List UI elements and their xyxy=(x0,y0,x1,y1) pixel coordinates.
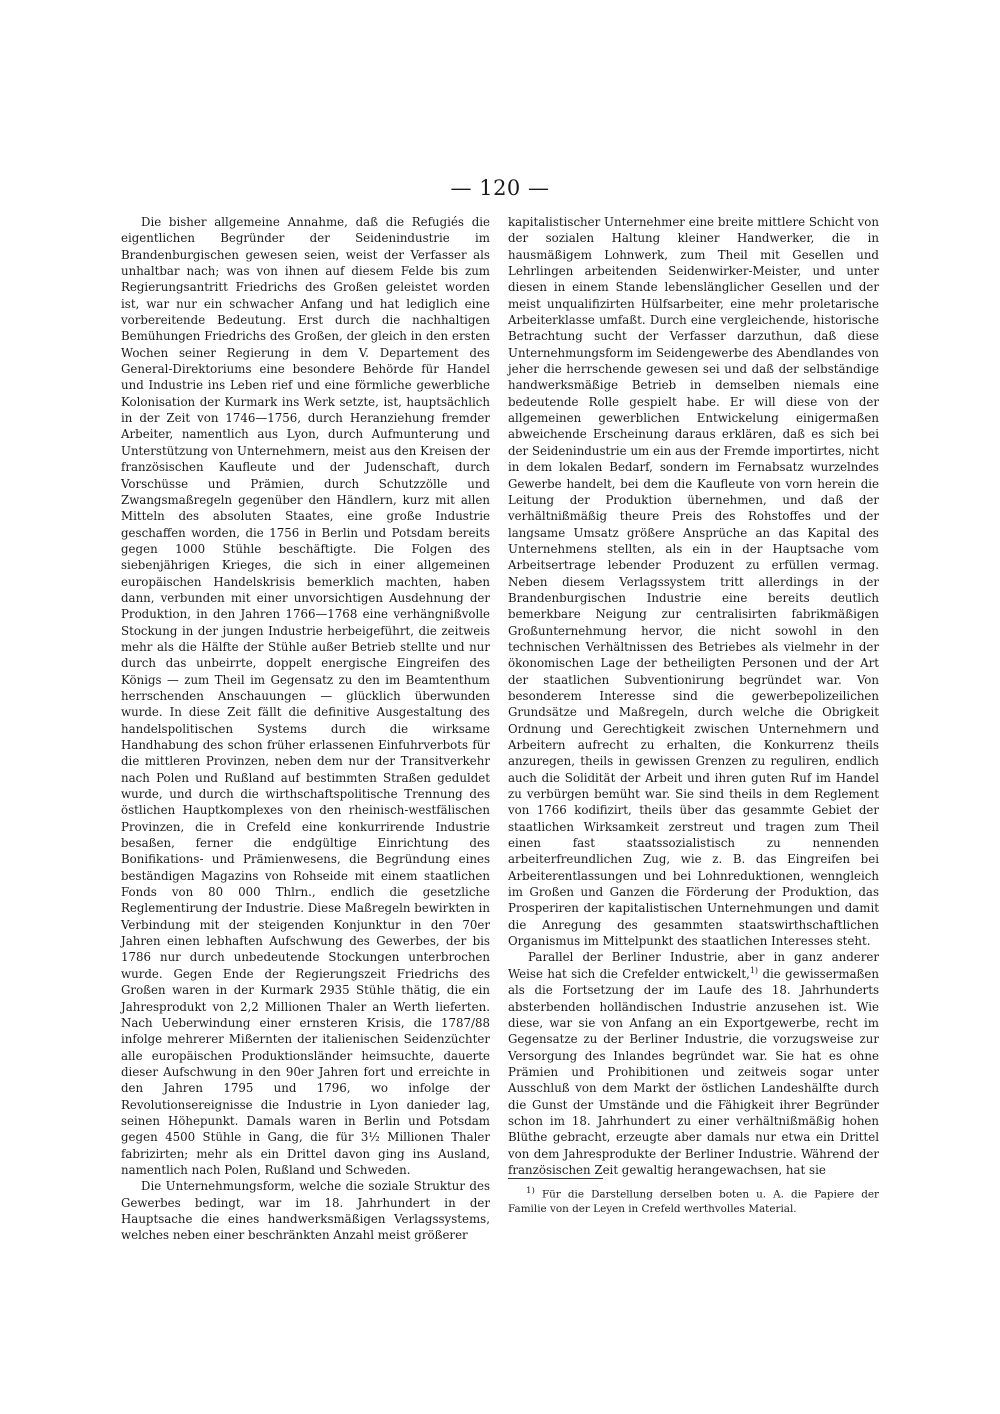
footnote-reference: 1) xyxy=(749,965,759,975)
paragraph-continuation: kapitalistischer Unternehmer eine breite mittlere Schicht von der sozialen Haltung kleiner Handwerker, die in hausmäßigem Lohnwerk, zum Theil mit Gesellen und Lehrlingen arbeitenden Seidenwirker-Meister, und unter diesen in einem Stande lebenslänglicher Gesellen und der meist unqualifizirten Hülfsarbeiter, eine mehr proletarische Arbeiterklasse umfaßt. Durch eine vergleichende, historische Betrachtung sucht der Verfasser darzuthun, daß diese Unternehmungsform im Seidengewerbe des Abendlandes von jeher die herrschende gewesen sei und daß der selbständige handwerksmäßige Betrieb in demselben niemals eine bedeutende Rolle gespielt habe. Er will diese von der allgemeinen gewerblichen Entwickelung einigermaßen abweichende Erscheinung daraus erklären, daß es sich bei der Seidenindustrie um ein aus der Fremde importirtes, nicht in dem lokalen Bedarf, sondern im Fernabsatz wurzelndes Gewerbe handelt, bei dem die Kaufleute von vorn herein die Leitung der Produktion übernehmen, und daß der verhältnißmäßig theure Preis des Rohstoffes und der langsame Umsatz größere Ansprüche an das Kapital des Unternehmens stellten, als ein in der Hauptsache vom Arbeitsertrage lebender Produzent zu erfüllen vermag. Neben diesem Verlagssystem tritt allerdings in der Brandenburgischen Industrie eine bereits deutlich bemerkbare Neigung zur centralisirten fabrikmäßigen Großunternehmung hervor, die nicht sowohl in den technischen Verhältnissen des Betriebes als vielmehr in der ökonomischen Lage der betheiligten Personen und der Art der staatlichen Subventionirung begründet war. Von besonderem Interesse sind die gewerbepolizeilichen Grundsätze und Maßregeln, durch welche die Obrigkeit Ordnung und Gerechtigkeit zwischen Unternehmern und Arbeitern aufrecht zu erhalten, die Konkurrenz theils anzuregen, theils in gewissen Grenzen zu reguliren, endlich auch die Solidität der Arbeit und ihren guten Ruf im Handel zu verbürgen bemüht war. Sie sind theils in dem Reglement von 1766 kodifizirt, theils über das gesammte Gebiet der staatlichen Wirksamkeit zerstreut und tragen zum Theil einen fast staatssozialistisch zu nennenden arbeiterfreundlichen Zug, wie z. B. das Eingreifen bei Arbeiterentlassungen und bei Lohnreduktionen, wenngleich im Großen und Ganzen die Förderung der Produktion, das Prosperiren der kapitalistischen Unternehmungen und damit die Anregung des gesammten staatswirthschaftlichen Organismus im Mittelpunkt des staatlichen Interesses steht. xyxy=(508,215,879,949)
left-column xyxy=(121,214,490,1244)
footnote-divider xyxy=(508,1178,603,1179)
paragraph-text: die gewissermaßen als die Fortsetzung der im Laufe des 18. Jahrhunderts absterbenden holländischen Industrie anzusehen ist. Wie diese, war sie von Anfang an ein Exportgewerbe, recht im Gegensatze zu der Berliner Industrie, die vorzugsweise zur Versorgung des Inlandes begründet war. Sie hat es ohne Prämien und Prohibitionen und zeitweis sogar unter Ausschluß von dem Markt der östlichen Landeshälfte durch die Gunst der Umstände und die Fähigkeit ihrer Begründer schon im 18. Jahrhundert zu einer verhältnißmäßig hohen Blüthe gebracht, erzeugte aber damals nur etwa ein Drittel von dem Jahresprodukte der Berliner Industrie. Während der französischen Zeit gewaltig herangewachsen, hat sie xyxy=(508,966,879,1177)
paragraph: Die Unternehmungsform, welche die soziale Struktur des Gewerbes bedingt, war im 18. Jahrhundert in der Hauptsache die eines handwerksmäßigen Verlagssystems, welches neben einer beschränkten Anzahl meist größerer xyxy=(121,1179,490,1243)
page-number: — 120 — xyxy=(450,176,550,200)
footnote xyxy=(508,1184,879,1217)
footnote-text: Für die Darstellung derselben boten u. A. die Papiere der Familie von der Leyen in Crefeld werthvolles Material. xyxy=(508,1188,879,1216)
paragraph: Die bisher allgemeine Annahme, daß die Refugiés die eigentlichen Begründer der Seidenindustrie im Brandenburgischen gewesen seien, weist der Verfasser als unhaltbar nach; was von ihnen auf diesem Felde bis zum Regierungsantritt Friedrichs des Großen geleistet worden ist, war nur ein schwacher Anfang und hat lediglich eine vorbereitende Bedeutung. Erst durch die nachhaltigen Bemühungen Friedrichs des Großen, der gleich in den ersten Wochen seiner Regierung in dem V. Departement des General-Direktoriums eine besondere Behörde für Handel und Industrie ins Leben rief und eine förmliche gewerbliche Kolonisation der Kurmark ins Werk setzte, ist, hauptsächlich in der Zeit von 1746—1756, durch Heranziehung fremder Arbeiter, namentlich aus Lyon, durch Aufmunterung und Unterstützung von Unternehmern, meist aus den Kreisen der französischen Kaufleute und der Judenschaft, durch Vorschüsse und Prämien, durch Schutzzölle und Zwangsmaßregeln gegenüber den Händlern, kurz mit allen Mitteln des absoluten Staates, eine große Industrie geschaffen worden, die 1756 in Berlin und Potsdam bereits gegen 1000 Stühle beschäftigte. Die Folgen des siebenjährigen Krieges, die sich in einer allgemeinen europäischen Handelskrisis bemerklich machten, haben dann, verbunden mit einer unvorsichtigen Ausdehnung der Produktion, in den Jahren 1766—1768 eine verhängnißvolle Stockung in der jungen Industrie herbeigeführt, die zeitweis mehr als die Hälfte der Stühle außer Betrieb stellte und nur durch das unbeirrte, doppelt energische Eingreifen des Königs — zum Theil im Gegensatz zu den im Beamtenthum herrschenden Anschauungen — glücklich überwunden wurde. In diese Zeit fällt die definitive Ausgestaltung des handelspolitischen Systems durch die wirksame Handhabung des schon früher erlassenen Einfuhrverbots für die mittleren Provinzen, neben dem nur der Transitverkehr nach Polen und Rußland auf bestimmten Straßen geduldet wurde, und durch die wirthschaftspolitische Trennung des östlichen Hauptkomplexes von den rheinisch-westfälischen Provinzen, die in Crefeld eine konkurrirende Industrie besaßen, ferner die endgültige Einrichtung des Bonifikations- und Prämienwesens, die Begründung eines beständigen Magazins von Rohseide mit einem staatlichen Fonds von 80 000 Thlrn., endlich die gesetzliche Reglementirung der Industrie. Diese Maßregeln bewirkten in Verbindung mit der steigenden Konjunktur in den 70er Jahren einen lebhaften Aufschwung des Gewerbes, der bis 1786 nur durch unbedeutende Stockungen unterbrochen wurde. Gegen Ende der Regierungszeit Friedrichs des Großen waren in der Kurmark 2935 Stühle thätig, die ein Jahresprodukt von 2,2 Millionen Thaler an Werth lieferten. Nach Ueberwindung einer ernsteren Krisis, die 1787/88 infolge mehrerer Mißernten der italienischen Seidenzüchter alle europäischen Produktionsländer heimsuchte, dauerte dieser Aufschwung in den 90er Jahren fort und erreichte in den Jahren 1795 und 1796, wo infolge der Revolutionsereignisse die Industrie in Lyon danieder lag, seinen Höhepunkt. Damals waren in Berlin und Potsdam gegen 4500 Stühle in Gang, die für 3½ Millionen Thaler fabrizirten; mehr als ein Drittel davon ging ins Ausland, namentlich nach Polen, Rußland und Schweden. xyxy=(121,215,490,1177)
paragraph xyxy=(508,949,879,1178)
footnote-marker: 1) xyxy=(526,1186,535,1196)
right-column xyxy=(508,214,879,1178)
paragraph-text: Parallel der Berliner Industrie, aber in ganz anderer Weise hat sich die Crefelder entwickelt, xyxy=(508,950,879,981)
